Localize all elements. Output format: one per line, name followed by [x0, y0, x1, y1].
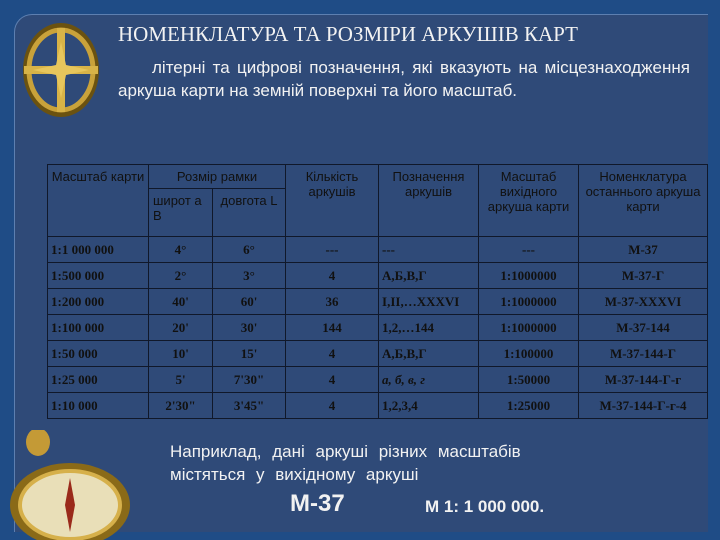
- header-lat: широт а В: [149, 189, 213, 237]
- table-cell: 30': [213, 315, 286, 341]
- table-row: [48, 341, 708, 367]
- example-line-2: містяться у вихідному аркуші: [170, 465, 419, 484]
- table-cell: М-37-144-Г-г: [579, 367, 708, 393]
- table-cell: 1:100 000: [48, 315, 149, 341]
- table-cell: 3°: [213, 263, 286, 289]
- example-line-1: Наприклад, дані аркуші різних масштабів: [170, 442, 521, 461]
- table-cell: 4: [286, 367, 379, 393]
- header-designation: Позначення аркушів: [379, 165, 479, 237]
- table-cell: 4: [286, 393, 379, 419]
- table-cell: 1:25 000: [48, 367, 149, 393]
- table-cell: 5': [149, 367, 213, 393]
- table-cell: 1:50 000: [48, 341, 149, 367]
- table-cell: 1:1000000: [479, 289, 579, 315]
- example-text: [170, 440, 650, 486]
- compass-icon: [0, 430, 150, 540]
- header-last-nomenclature: Номенклатура останнього аркуша карти: [579, 165, 708, 237]
- table-cell: 15': [213, 341, 286, 367]
- table-cell: 40': [149, 289, 213, 315]
- table-cell: 1:1000000: [479, 263, 579, 289]
- emblem-icon: [20, 20, 102, 120]
- table-cell: ---: [479, 237, 579, 263]
- table-row: [48, 289, 708, 315]
- table-cell: 20': [149, 315, 213, 341]
- table-cell: I,II,…XXXVI: [379, 289, 479, 315]
- example-scale: М 1: 1 000 000.: [425, 497, 545, 516]
- table-cell: М-37-Г: [579, 263, 708, 289]
- header-scale: Масштаб карти: [48, 165, 149, 237]
- page-title: НОМЕНКЛАТУРА ТА РОЗМІРИ АРКУШІВ КАРТ: [118, 22, 578, 46]
- table-cell: 144: [286, 315, 379, 341]
- table-cell: 60': [213, 289, 286, 315]
- table-cell: ---: [286, 237, 379, 263]
- table-row: [48, 263, 708, 289]
- table-cell: 1:200 000: [48, 289, 149, 315]
- table-cell: 4: [286, 263, 379, 289]
- table-cell: М-37-144-Г-г-4: [579, 393, 708, 419]
- table-cell: 4°: [149, 237, 213, 263]
- table-row: [48, 367, 708, 393]
- header-source-scale: Масштаб вихідного аркуша карти: [479, 165, 579, 237]
- table-cell: 4: [286, 341, 379, 367]
- table-row: [48, 393, 708, 419]
- table-cell: 1:1000000: [479, 315, 579, 341]
- table-cell: 2°: [149, 263, 213, 289]
- table-cell: М-37-144: [579, 315, 708, 341]
- table-cell: 1:500 000: [48, 263, 149, 289]
- table-cell: 1:1 000 000: [48, 237, 149, 263]
- table-cell: 1:25000: [479, 393, 579, 419]
- table-cell: 6°: [213, 237, 286, 263]
- table-cell: М-37-XXXVI: [579, 289, 708, 315]
- table-cell: а, б, в, г: [379, 367, 479, 393]
- table-cell: А,Б,В,Г: [379, 341, 479, 367]
- table-cell: 2'30": [149, 393, 213, 419]
- intro-text: літерні та цифрові позначення, які вказують на місцезнаходження аркуша карти на земній поверхні та його масштаб.: [118, 58, 690, 100]
- table-cell: 1:100000: [479, 341, 579, 367]
- table-cell: 36: [286, 289, 379, 315]
- table-cell: 1,2,3,4: [379, 393, 479, 419]
- table-cell: ---: [379, 237, 479, 263]
- table-cell: М-37-144-Г: [579, 341, 708, 367]
- table-cell: 1:50000: [479, 367, 579, 393]
- table-cell: М-37: [579, 237, 708, 263]
- table-cell: 1,2,…144: [379, 315, 479, 341]
- header-lon: довгота L: [213, 189, 286, 237]
- nomenclature-table: [47, 164, 708, 419]
- table-cell: 10': [149, 341, 213, 367]
- example-sheet: М-37: [290, 490, 345, 517]
- table-row: [48, 237, 708, 263]
- table-cell: А,Б,В,Г: [379, 263, 479, 289]
- header-frame: Розмір рамки: [149, 165, 286, 189]
- table-cell: 7'30": [213, 367, 286, 393]
- table-row: [48, 315, 708, 341]
- table-cell: 3'45": [213, 393, 286, 419]
- header-count: Кількість аркушів: [286, 165, 379, 237]
- table-cell: 1:10 000: [48, 393, 149, 419]
